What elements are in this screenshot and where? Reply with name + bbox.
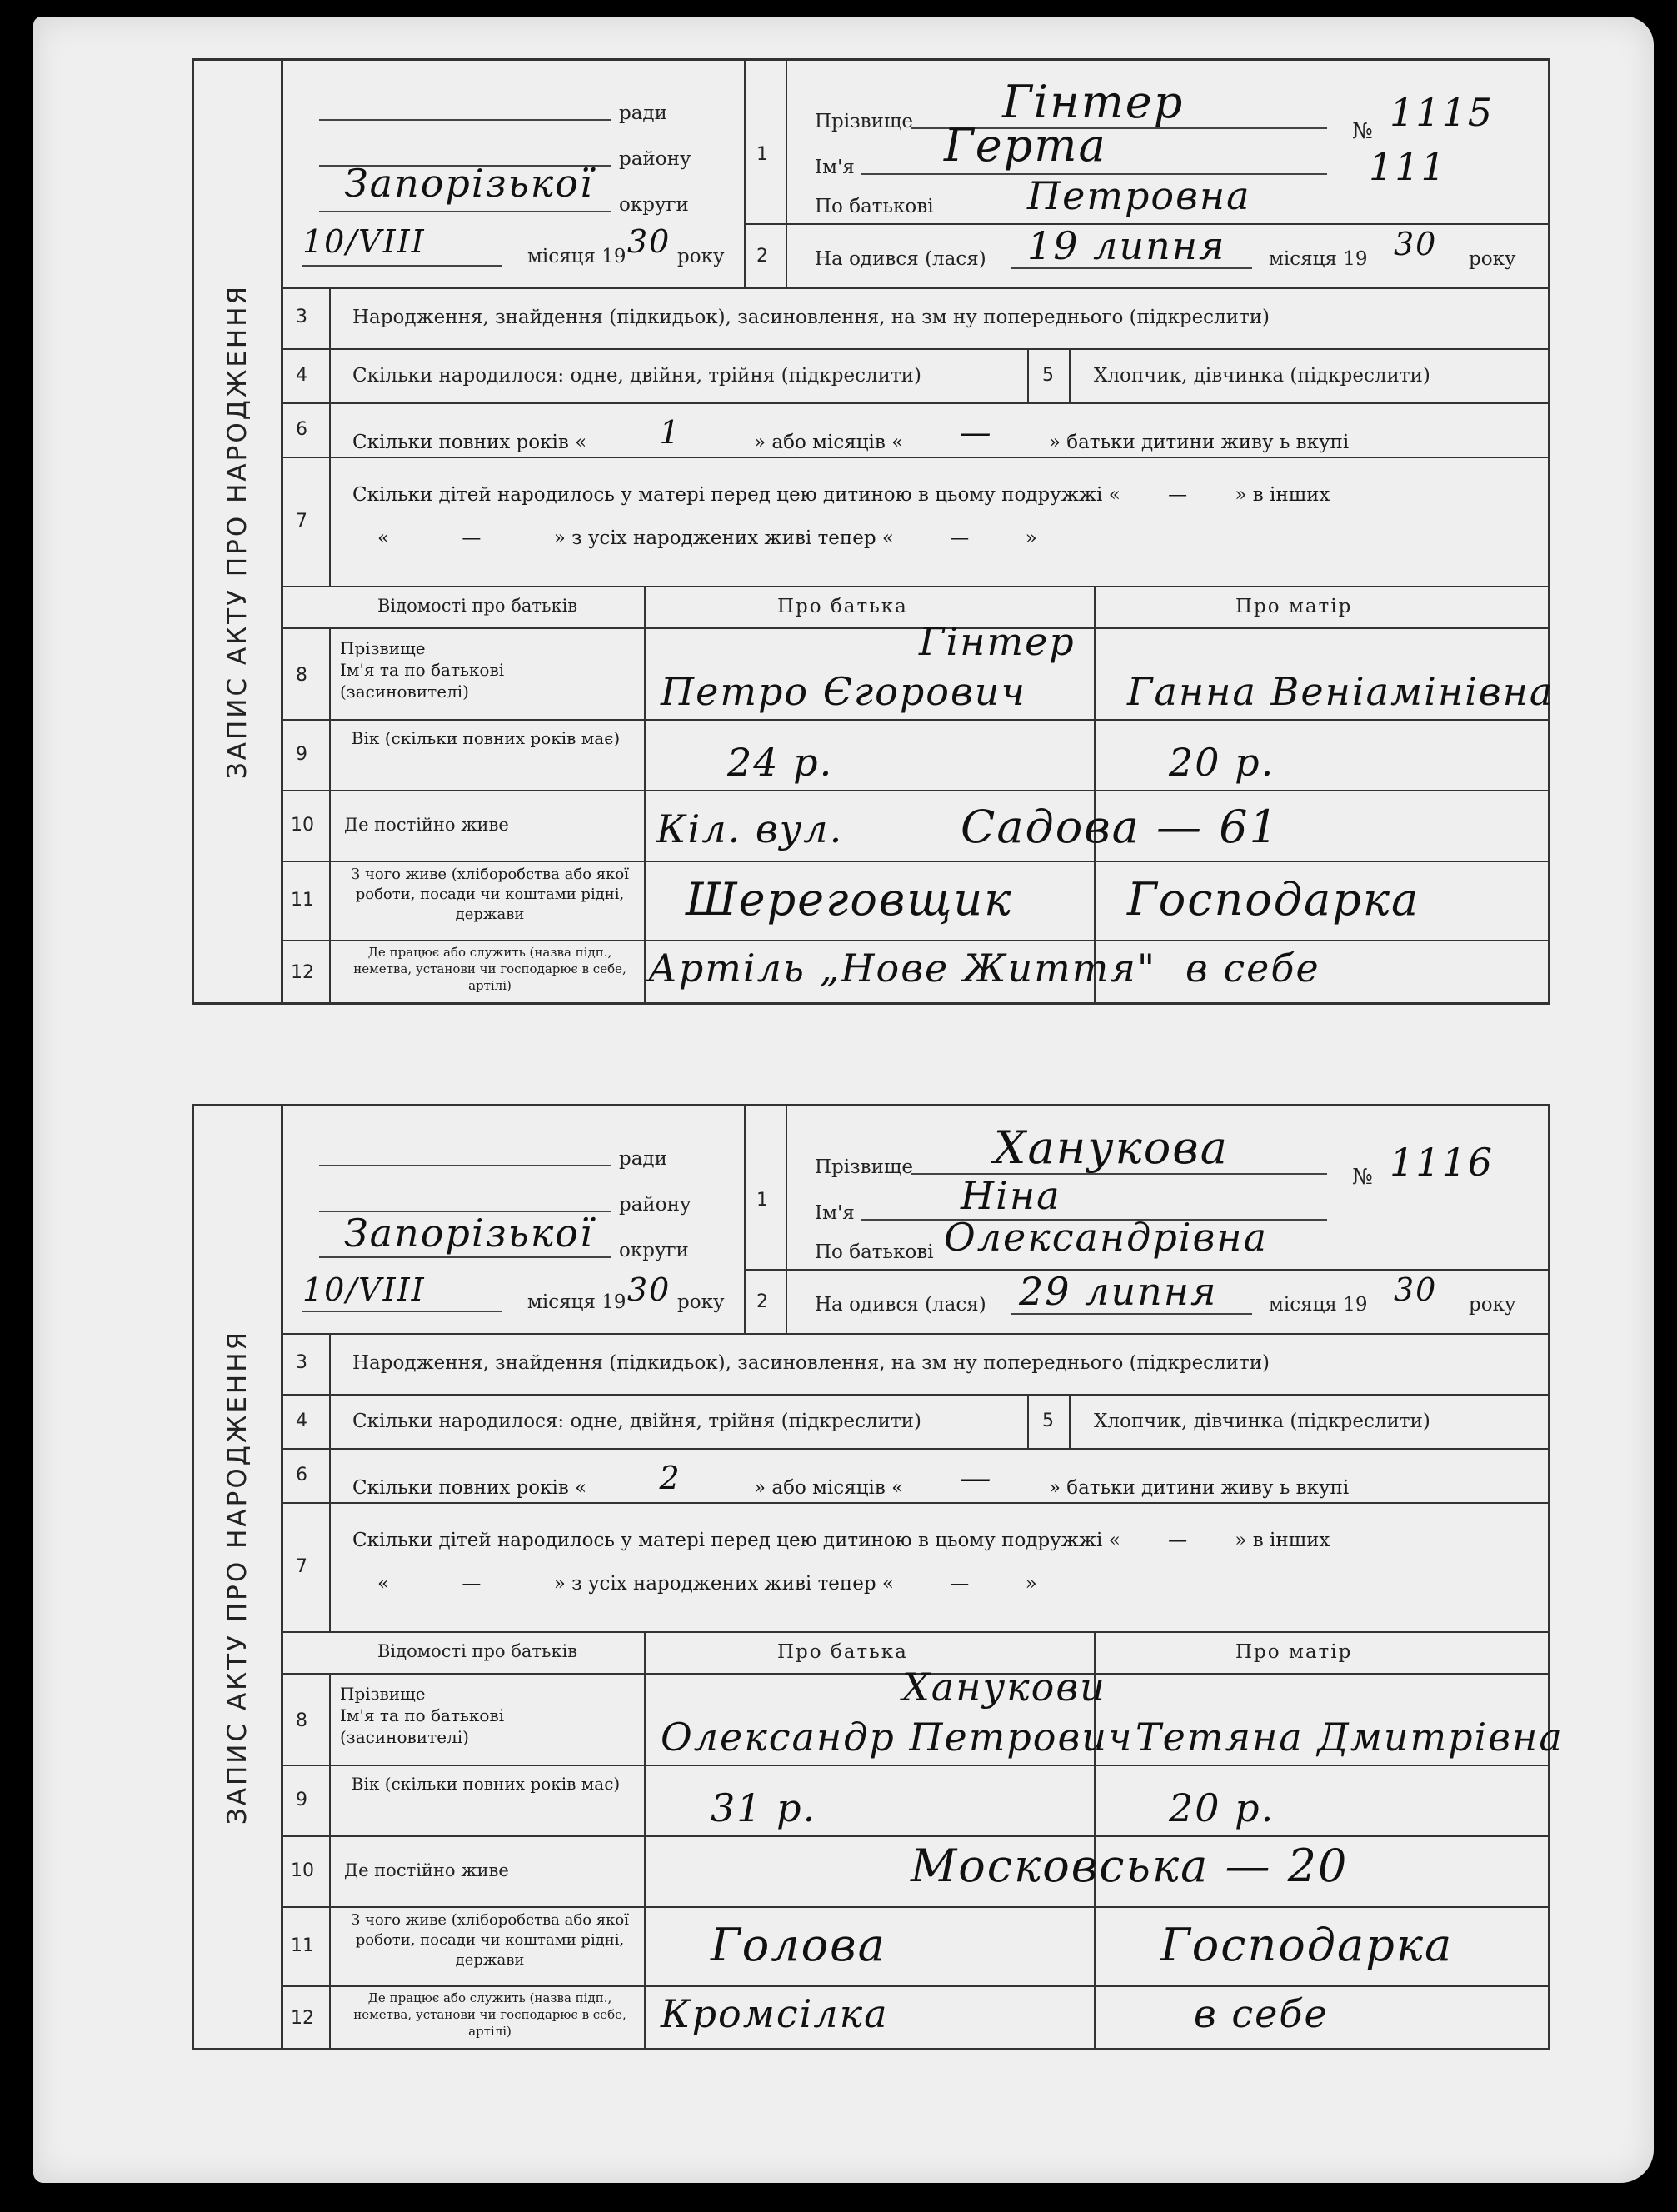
father-name-handwritten: Петро Єгорович <box>661 669 1027 714</box>
side-panel <box>194 61 283 1002</box>
row5-text: Хлопчик, дівчинка (підкреслити) <box>1094 1411 1430 1432</box>
father-name-handwritten: Олександр Петрович <box>661 1715 1134 1760</box>
row8-label: Прізвище Ім'я та по батькові (засиновителі) <box>340 1684 505 1747</box>
father-age-handwritten: 24 р. <box>727 740 834 785</box>
row7-label-d: » з усіх народжених живі тепер « <box>553 1573 894 1595</box>
row4-text: Скільки народилося: одне, двійня, трійня (підкреслити) <box>352 1411 921 1432</box>
record-number-box <box>1352 86 1535 202</box>
father-header: Про батька <box>777 596 908 617</box>
father-age-handwritten: 31 р. <box>711 1785 817 1830</box>
record-title: ЗАПИС АКТУ ПРО НАРОДЖЕННЯ <box>222 283 252 780</box>
father-work-handwritten: Артіль „Нове Життя" <box>648 946 1156 991</box>
born-month-label: місяця 19 <box>1269 248 1368 270</box>
row12-label: Де працює або служить (назва підп., неметва, установи чи господарює в себе, артілі) <box>353 945 626 993</box>
mother-occupation-handwritten: Господарка <box>1127 873 1420 926</box>
child-patronymic-handwritten: Петровна <box>1027 173 1251 218</box>
row6-months-handwritten: — <box>959 1460 993 1496</box>
row9-label: Вік (скільки повних років має) <box>351 1774 621 1794</box>
row7-label-b: » в інших <box>1235 1530 1330 1551</box>
row7-value-2: — <box>462 1573 482 1595</box>
mother-age-handwritten: 20 р. <box>1169 1785 1275 1830</box>
birth-record-1: ЗАПИС АКТУ ПРО НАРОДЖЕННЯ ради району Запорізької округи 10/VIII місяця 19 30 року 1 2 Прізвище Гінтер Ім'я Герта По батькові Петровна На одився (лася) 19 липня місяця 19 30 року № 1115 111 3 Народження, знайдення (підкидьок), засиновлення, на зм ну попереднього (підкреслити) 4 Скільки народилося: одне, двійня, трійня (підкреслити) 5 Хлопчик, дівчинка (підкреслити) 6 Скільки повних років « 1 » або місяців « — » батьки дитини живу ь вкупі 7 Скільки дітей народилось у матері перед цею дитиною в цьому подружжі « — » в інших « — » з усіх народжених живі тепер « — » Відомості про батьків Про батька Про матір 8 Прізвище Ім'я та по батькові (засиновителі) Гінтер Петро Єгорович Ганна Веніамінівна 9 Вік (скільки повних років має) 24 р. 20 р. 10 Де постійно живе Кіл. вул. Садова — 61 11 З чого живе (хліборобства або якої роботи, посади чи коштами рідні, держави Шереговщик Господарка 12 Де працює або служить (назва підп., неметва, установи чи господарює в себе, артілі) Артіль „Нове Життя" в себе <box>192 58 1550 1005</box>
row7-value-1: — <box>1168 484 1188 506</box>
child-patronymic-handwritten: Олександрівна <box>944 1215 1268 1260</box>
row6-label-a: Скільки повних років « <box>352 432 587 453</box>
mother-work-handwritten: в себе <box>1194 1991 1329 2036</box>
row5-text: Хлопчик, дівчинка (підкреслити) <box>1094 365 1430 387</box>
row9-label: Вік (скільки повних років має) <box>351 728 621 748</box>
birth-record-2: ЗАПИС АКТУ ПРО НАРОДЖЕННЯ ради району Запорізької округи 10/VIII місяця 19 30 року 1 2 Прізвище Ханукова Ім'я Ніна По батькові Олександрівна На одився (лася) 29 липня місяця 19 30 року № 1116 3 Народження, знайдення (підкидьок), засиновлення, на зм ну попереднього (підкреслити) 4 Скільки народилося: одне, двійня, трійня (підкреслити) 5 Хлопчик, дівчинка (підкреслити) 6 Скільки повних років « 2 » або місяців « — » батьки дитини живу ь вкупі 7 Скільки дітей народилось у матері перед цею дитиною в цьому подружжі « — » в інших « — » з усіх народжених живі тепер « — » Відомості про батьків Про батька Про матір 8 Прізвище Ім'я та по батькові (засиновителі) Ханукови Олександр Петрович Тетяна Дмитрівна 9 Вік (скільки повних років має) 31 р. 20 р. 10 Де постійно живе Московська — 20 11 З чого живе (хліборобства або якої роботи, посади чи коштами рідні, держави Голова Господарка 12 Де працює або служить (назва підп., неметва, установи чи господарює в себе, артілі) Кромсілка в себе <box>192 1104 1550 2050</box>
father-occupation-handwritten: Голова <box>711 1919 886 1971</box>
child-surname-handwritten: Гінтер <box>1002 76 1185 128</box>
parents-info-header: Відомості про батьків <box>377 596 578 616</box>
father-work-handwritten: Кромсілка <box>661 1991 889 2036</box>
row7-label-c: « <box>377 1573 390 1595</box>
row7-label-b: » в інших <box>1235 484 1330 506</box>
mother-header: Про матір <box>1235 1641 1353 1663</box>
child-name-handwritten: Герта <box>944 119 1107 172</box>
row6-label-c: » батьки дитини живу ь вкупі <box>1048 1477 1350 1499</box>
parents-surname-handwritten: Гінтер <box>919 619 1076 664</box>
row7-value-2: — <box>462 527 482 549</box>
child-patronymic-label: По батькові <box>815 196 934 217</box>
residence-handwritten: Садова — 61 <box>961 801 1280 853</box>
row3-text: Народження, знайдення (підкидьок), засиновлення, на зм ну попереднього (підкреслити) <box>352 1352 1270 1374</box>
parents-info-header: Відомості про батьків <box>377 1641 578 1661</box>
row7-label-a: Скільки дітей народилось у матері перед цею дитиною в цьому подружжі « <box>352 1530 1120 1551</box>
parents-surname-handwritten: Ханукови <box>902 1665 1106 1710</box>
born-year-label: року <box>1469 1294 1516 1316</box>
row3-text: Народження, знайдення (підкидьок), засиновлення, на зм ну попереднього (підкреслити) <box>352 307 1270 328</box>
row7-label-e: » <box>1025 1573 1037 1595</box>
birth-year-handwritten: 30 <box>1394 226 1438 262</box>
row6-label-b: » або місяців « <box>754 1477 904 1499</box>
rada-label: ради <box>619 1148 667 1170</box>
side-panel <box>194 1106 283 2048</box>
raion-label: району <box>619 148 691 170</box>
residence-prefix-handwritten: Кіл. вул. <box>656 806 844 851</box>
okruhy-label: округи <box>619 194 689 216</box>
child-surname-label: Прізвище <box>815 1156 913 1178</box>
row7-value-1: — <box>1168 1530 1188 1551</box>
registration-date-handwritten: 10/VIII <box>302 1271 426 1308</box>
year-label: року <box>677 246 725 267</box>
father-occupation-handwritten: Шереговщик <box>686 873 1013 926</box>
registration-year-handwritten: 30 <box>627 223 671 260</box>
row7-label-d: » з усіх народжених живі тепер « <box>553 527 894 549</box>
record-title: ЗАПИС АКТУ ПРО НАРОДЖЕННЯ <box>222 1329 252 1825</box>
month-label: місяця 19 <box>527 246 626 267</box>
residence-handwritten: Московська — 20 <box>911 1840 1349 1892</box>
row7-value-3: — <box>950 527 970 549</box>
mother-name-handwritten: Ганна Веніамінівна <box>1127 669 1555 714</box>
okruha-handwritten: Запорізької <box>344 1211 594 1256</box>
mother-age-handwritten: 20 р. <box>1169 740 1275 785</box>
rada-label: ради <box>619 102 667 124</box>
number-prefix: № <box>1352 119 1373 144</box>
born-year-label: року <box>1469 248 1516 270</box>
registration-date-handwritten: 10/VIII <box>302 223 426 260</box>
row10-label: Де постійно живе <box>344 815 509 835</box>
birth-day-handwritten: 29 липня <box>1019 1269 1218 1314</box>
row6-label-a: Скільки повних років « <box>352 1477 587 1499</box>
row6-years-handwritten: 1 <box>659 414 681 451</box>
row12-label: Де працює або служить (назва підп., неметва, установи чи господарює в себе, артілі) <box>353 1990 626 2039</box>
father-header: Про батька <box>777 1641 908 1663</box>
born-label: На одився (лася) <box>815 248 986 270</box>
registration-year-handwritten: 30 <box>627 1271 671 1308</box>
mother-name-handwritten: Тетяна Дмитрівна <box>1135 1715 1564 1760</box>
record-number-handwritten: 1116 <box>1390 1140 1495 1185</box>
record-number-box <box>1352 1131 1535 1248</box>
mother-work-handwritten: в себе <box>1185 946 1320 991</box>
row7-label-e: » <box>1025 527 1037 549</box>
child-name-label: Ім'я <box>815 157 855 178</box>
row6-months-handwritten: — <box>959 414 993 451</box>
okruhy-label: округи <box>619 1240 689 1261</box>
born-month-label: місяця 19 <box>1269 1294 1368 1316</box>
record-number-handwritten: 1115 <box>1390 90 1495 135</box>
row6-years-handwritten: 2 <box>659 1460 681 1496</box>
row6-label-c: » батьки дитини живу ь вкупі <box>1048 432 1350 453</box>
birth-year-handwritten: 30 <box>1394 1271 1438 1308</box>
number-prefix: № <box>1352 1165 1373 1190</box>
raion-label: району <box>619 1194 691 1216</box>
child-patronymic-label: По батькові <box>815 1241 934 1263</box>
okruha-handwritten: Запорізької <box>344 161 594 206</box>
child-surname-handwritten: Ханукова <box>994 1121 1229 1174</box>
row4-text: Скільки народилося: одне, двійня, трійня (підкреслити) <box>352 365 921 387</box>
year-label: року <box>677 1291 725 1313</box>
row6-label-b: » або місяців « <box>754 432 904 453</box>
row11-label: З чого живе (хліборобства або якої роботи, посади чи коштами рідні, держави <box>351 866 629 923</box>
month-label: місяця 19 <box>527 1291 626 1313</box>
row11-label: З чого живе (хліборобства або якої роботи, посади чи коштами рідні, держави <box>351 1911 629 1969</box>
mother-header: Про матір <box>1235 596 1353 617</box>
mother-occupation-handwritten: Господарка <box>1160 1919 1454 1971</box>
row8-label: Прізвище Ім'я та по батькові (засиновителі) <box>340 638 505 702</box>
row7-label-a: Скільки дітей народилось у матері перед цею дитиною в цьому подружжі « <box>352 484 1120 506</box>
row10-label: Де постійно живе <box>344 1860 509 1880</box>
record-number-extra: 111 <box>1369 144 1447 189</box>
child-name-handwritten: Ніна <box>961 1173 1061 1218</box>
row7-label-c: « <box>377 527 390 549</box>
birth-day-handwritten: 19 липня <box>1027 223 1226 268</box>
born-label: На одився (лася) <box>815 1294 986 1316</box>
document-page <box>33 17 1654 2183</box>
row7-value-3: — <box>950 1573 970 1595</box>
child-surname-label: Прізвище <box>815 111 913 132</box>
child-name-label: Ім'я <box>815 1202 855 1224</box>
